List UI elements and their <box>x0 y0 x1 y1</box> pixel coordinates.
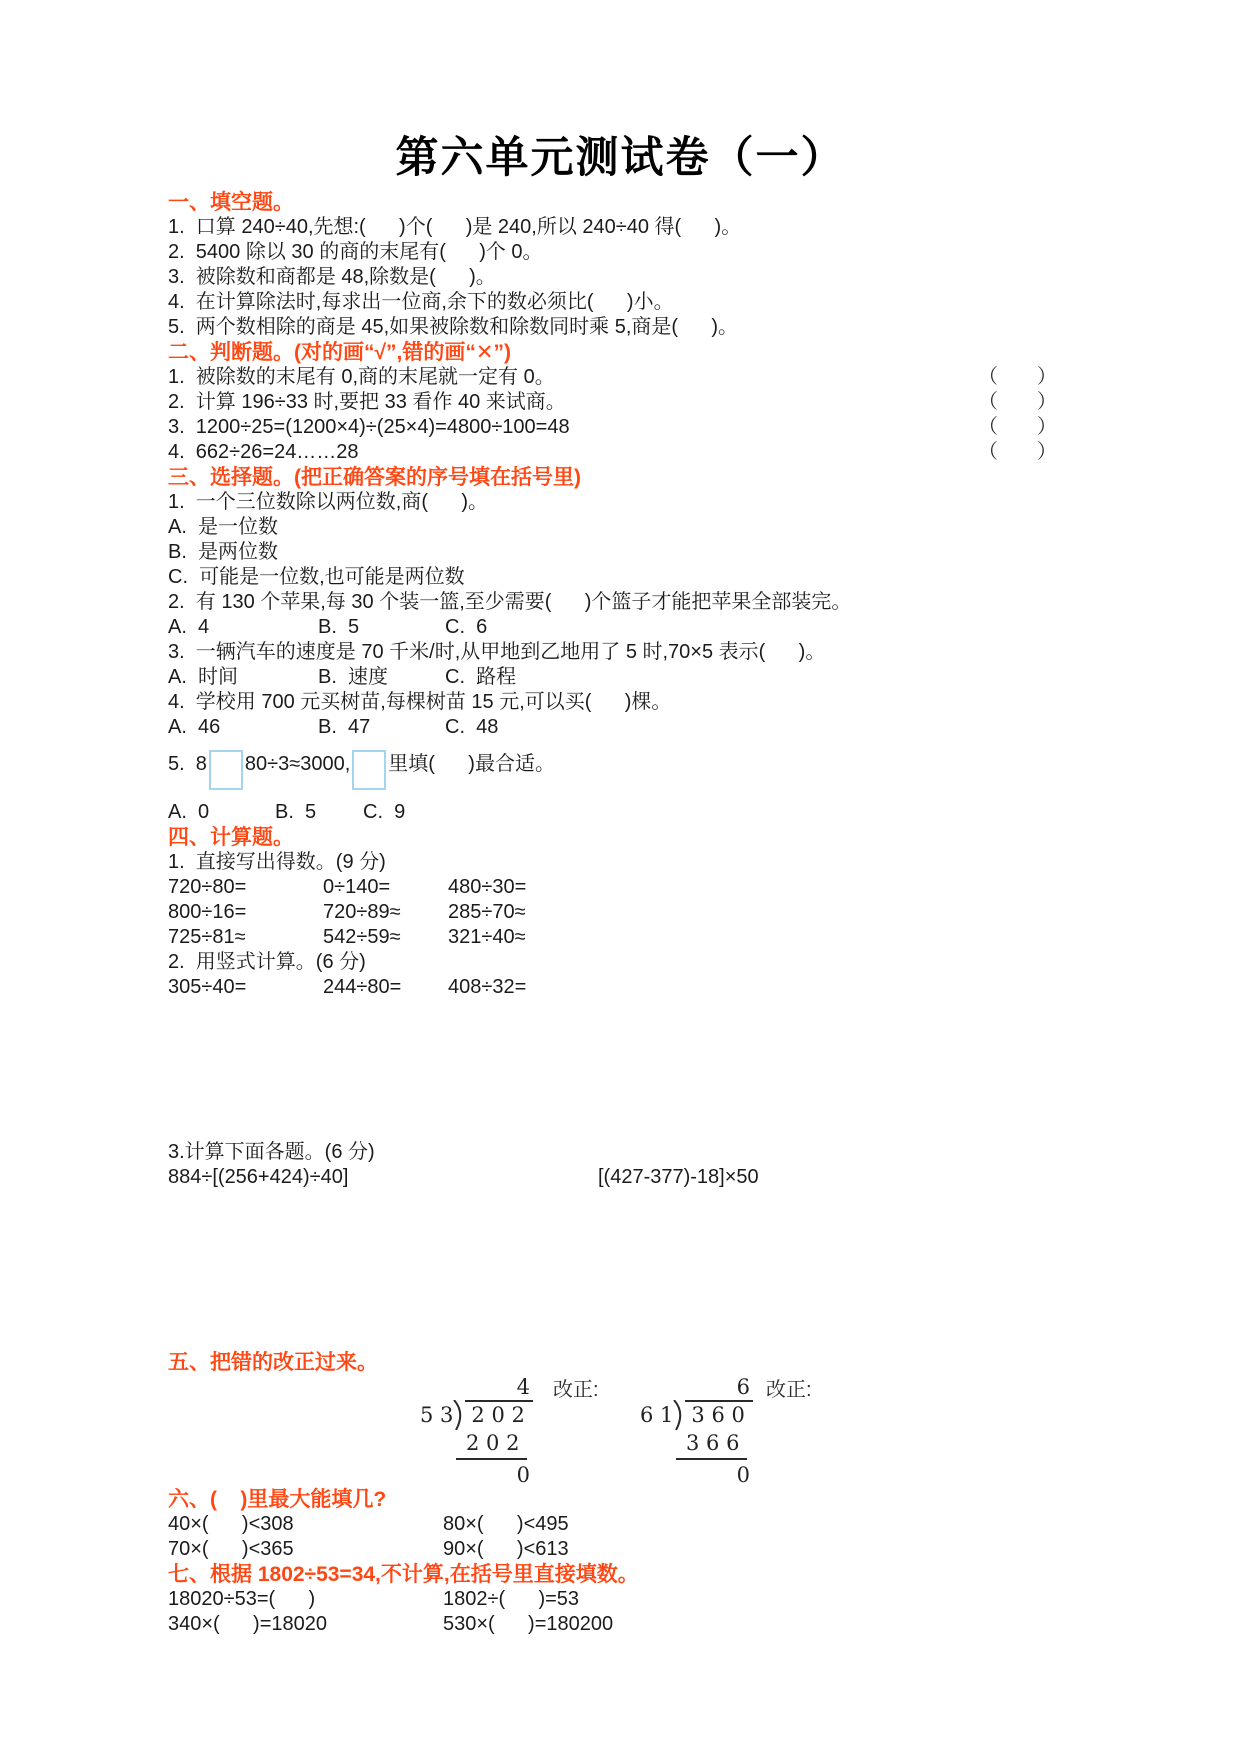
section6-heading: 六、( )里最大能填几? <box>168 1488 387 1511</box>
dividend: 3 6 0 <box>685 1400 752 1429</box>
blank-box <box>352 750 386 790</box>
inequality: 40×( )<308 <box>168 1513 294 1535</box>
derive-row-1 <box>168 1587 1073 1612</box>
judgment-item-1 <box>168 365 1073 390</box>
expression: [(427-377)-18]×50 <box>598 1166 759 1188</box>
section1-heading: 一、填空题。 <box>168 191 294 214</box>
inequality: 80×( )<495 <box>443 1513 569 1535</box>
dividend: 2 0 2 <box>465 1400 532 1429</box>
paper-content <box>168 190 1073 1637</box>
expression: 321÷40≈ <box>448 926 526 948</box>
choice-q1-option-b: B. 是两位数 <box>168 541 279 563</box>
choice-q2-options <box>168 615 1073 640</box>
calc-row-5 <box>168 1165 1073 1190</box>
subtrahend: 3 6 6 <box>676 1429 747 1460</box>
long-division-2 <box>640 1375 766 1488</box>
subtrahend: 2 0 2 <box>456 1429 527 1460</box>
expression: 542÷59≈ <box>323 926 401 948</box>
option-b: B. 速度 <box>318 666 389 688</box>
choice-q1-option-c: C. 可能是一位数,也可能是两位数 <box>168 566 465 588</box>
option-c: C. 6 <box>445 616 488 638</box>
remainder: 0 <box>516 1463 530 1487</box>
choice-q4: 4. 学校用 700 元买树苗,每棵树苗 15 元,可以买( )棵。 <box>168 691 672 713</box>
long-division-area <box>168 1375 1073 1487</box>
judgment-text: 3. 1200÷25=(1200×4)÷(25×4)=4800÷100=48 <box>168 416 570 438</box>
quotient: 6 <box>736 1375 750 1399</box>
section3-heading: 三、选择题。(把正确答案的序号填在括号里) <box>168 466 581 489</box>
calc-sub2-title: 2. 用竖式计算。(6 分) <box>168 951 366 973</box>
choice-q3-options <box>168 665 1073 690</box>
answer-parens: （ ） <box>978 366 1057 388</box>
equation: 18020÷53=( ) <box>168 1588 316 1610</box>
expression: 285÷70≈ <box>448 901 526 923</box>
long-division-1 <box>420 1375 546 1488</box>
option-b: B. 47 <box>318 716 371 738</box>
expression: 305÷40= <box>168 976 247 998</box>
quotient: 4 <box>516 1375 530 1399</box>
answer-parens: （ ） <box>978 416 1057 438</box>
judgment-item-3 <box>168 415 1073 440</box>
calc-row-3 <box>168 925 1073 950</box>
expression: 480÷30= <box>448 876 527 898</box>
page-title: 第六单元测试卷（一） <box>395 134 846 182</box>
judgment-text: 1. 被除数的末尾有 0,商的末尾就一定有 0。 <box>168 366 555 388</box>
answer-parens: （ ） <box>978 441 1057 463</box>
option-a: A. 0 <box>168 801 210 823</box>
calc-row-4 <box>168 975 1073 1000</box>
q5-text-start: 5. 8 <box>168 753 207 775</box>
option-c: C. 路程 <box>445 666 517 688</box>
expression: 244÷80= <box>323 976 402 998</box>
choice-q1-option-a: A. 是一位数 <box>168 516 279 538</box>
division-bracket-icon <box>673 1400 685 1430</box>
inequality: 70×( )<365 <box>168 1538 294 1560</box>
choice-q3: 3. 一辆汽车的速度是 70 千米/时,从甲地到乙地用了 5 时,70×5 表示( )。 <box>168 641 826 663</box>
option-a: A. 时间 <box>168 666 239 688</box>
calc-row-1 <box>168 875 1073 900</box>
expression: 408÷32= <box>448 976 527 998</box>
calc-sub1-title: 1. 直接写出得数。(9 分) <box>168 851 386 873</box>
divisor: 6 1 <box>640 1403 674 1427</box>
expression: 884÷[(256+424)÷40] <box>168 1166 349 1188</box>
calc-sub3-title: 3.计算下面各题。(6 分) <box>168 1141 375 1163</box>
fill-blank-item-2: 2. 5400 除以 30 的商的末尾有( )个 0。 <box>168 241 543 263</box>
section4-heading: 四、计算题。 <box>168 826 294 849</box>
divisor: 5 3 <box>420 1403 454 1427</box>
option-b: B. 5 <box>318 616 360 638</box>
fill-blank-item-1: 1. 口算 240÷40,先想:( )个( )是 240,所以 240÷40 得( )。 <box>168 216 742 238</box>
option-b: B. 5 <box>275 801 317 823</box>
blank-box <box>209 750 243 790</box>
option-c: C. 48 <box>445 716 499 738</box>
remainder: 0 <box>736 1463 750 1487</box>
choice-q4-options <box>168 715 1073 740</box>
equation: 340×( )=18020 <box>168 1613 328 1635</box>
option-a: A. 4 <box>168 616 210 638</box>
section5-heading: 五、把错的改正过来。 <box>168 1351 378 1374</box>
equation: 530×( )=180200 <box>443 1613 614 1635</box>
choice-q1: 1. 一个三位数除以两位数,商( )。 <box>168 491 489 513</box>
division-bracket-icon <box>453 1400 465 1430</box>
judgment-item-4 <box>168 440 1073 465</box>
expression: 0÷140= <box>323 876 391 898</box>
answer-parens: （ ） <box>978 391 1057 413</box>
judgment-item-2 <box>168 390 1073 415</box>
correction-label: 改正: <box>766 1379 812 1401</box>
division-row <box>420 1400 546 1429</box>
choice-q5 <box>168 752 1073 790</box>
derive-row-2 <box>168 1612 1073 1637</box>
choice-q2: 2. 有 130 个苹果,每 30 个装一篮,至少需要( )个篮子才能把苹果全部装完。 <box>168 591 852 613</box>
inequality: 90×( )<613 <box>443 1538 569 1560</box>
judgment-text: 2. 计算 196÷33 时,要把 33 看作 40 来试商。 <box>168 391 566 413</box>
expression: 800÷16= <box>168 901 247 923</box>
fill-blank-item-4: 4. 在计算除法时,每求出一位商,余下的数必须比( )小。 <box>168 291 674 313</box>
option-a: A. 46 <box>168 716 221 738</box>
equation: 1802÷( )=53 <box>443 1588 580 1610</box>
expression: 725÷81≈ <box>168 926 246 948</box>
section2-heading: 二、判断题。(对的画“√”,错的画“✕”) <box>168 341 511 364</box>
choice-q5-options <box>168 800 1073 825</box>
section7-heading: 七、根据 1802÷53=34,不计算,在括号里直接填数。 <box>168 1563 639 1586</box>
option-c: C. 9 <box>363 801 406 823</box>
max-fill-row-2 <box>168 1537 1073 1562</box>
correction-label: 改正: <box>553 1379 599 1401</box>
q5-text-middle: 80÷3≈3000, <box>244 753 351 775</box>
max-fill-row-1 <box>168 1512 1073 1537</box>
division-row <box>640 1400 766 1429</box>
expression: 720÷89≈ <box>323 901 401 923</box>
fill-blank-item-3: 3. 被除数和商都是 48,除数是( )。 <box>168 266 496 288</box>
q5-text-end: 里填( )最合适。 <box>388 753 555 775</box>
expression: 720÷80= <box>168 876 247 898</box>
judgment-text: 4. 662÷26=24……28 <box>168 441 359 463</box>
calc-row-2 <box>168 900 1073 925</box>
fill-blank-item-5: 5. 两个数相除的商是 45,如果被除数和除数同时乘 5,商是( )。 <box>168 316 739 338</box>
